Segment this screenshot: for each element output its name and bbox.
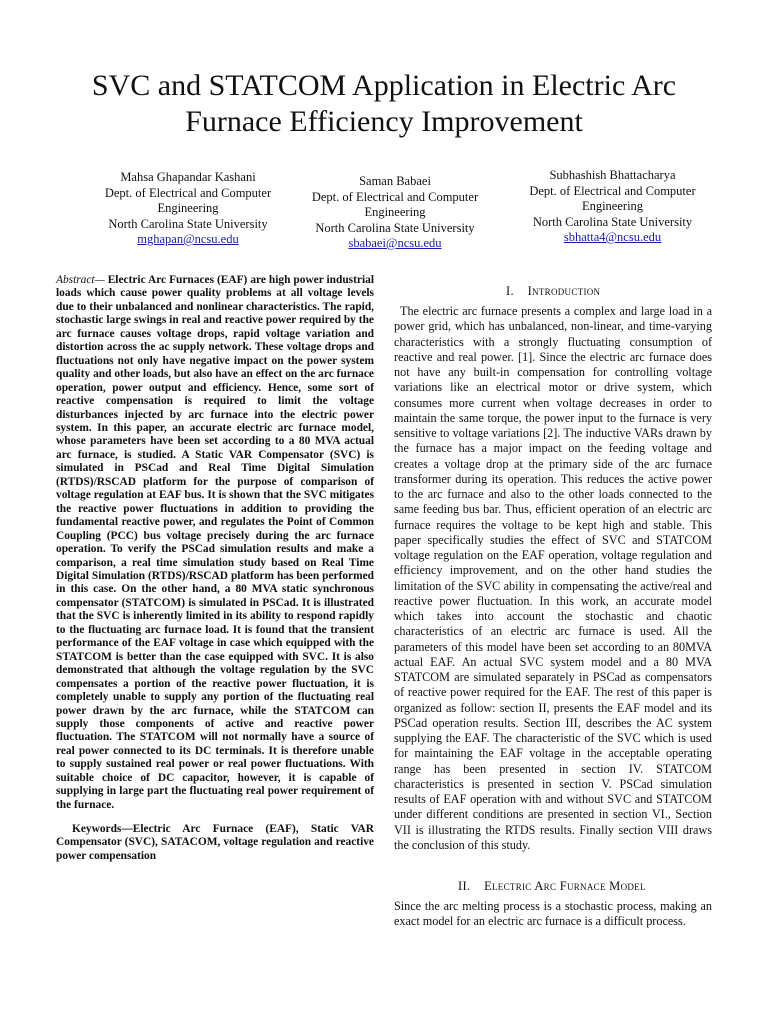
author-email-link[interactable]: mghapan@ncsu.edu [137, 232, 239, 246]
abstract [56, 274, 374, 812]
author-dept: Dept. of Electrical and Computer [311, 189, 479, 204]
section-title: Introduction [527, 284, 601, 298]
author-name: Subhashish Bhattacharya [549, 168, 676, 182]
author-email-link[interactable]: sbhatta4@ncsu.edu [563, 230, 662, 244]
abstract-text: Electric Arc Furnaces (EAF) are high power industrial loads which cause power quality problems at all voltage levels due to their unbalanced and nonlinear characteristics. The rapid, stochastic large swings in real and reactive power required by the arc furnace causes voltage drops, rapid voltage variation and distortion across the ac supply network. These voltage drops and fluctuations not only have negative impact on the power system quality and other loads, but also have an effect on the arc furnace operation, power output and efficiency. Hence, some sort of reactive compensation is required to limit the voltage disturbances injected by arc furnace into the electric power system. In this paper, an accurate electric arc furnace model, whose parameters have been set according to a 80 MVA actual arc furnace, is studied. A Static VAR Compensator (SVC) is simulated in PSCad and Real Time Digital Simulation (RTDS)/RSCAD platform for the purpose of comparison of voltage regulation at EAF bus. It is shown that the SVC mitigates the reactive power fluctuations in addition to providing the fundamental reactive power, and regulates the Point of Common Coupling (PCC) bus voltage precisely during the arc furnace operation. To verify the PSCad simulation results and make a comparison, a real time simulation study based on Real Time Digital Simulation (RTDS)/RSCAD platform has been performed in this case. On the other hand, a 80 MVA static synchronous compensator (STATCOM) is simulated in PSCad. It is illustrated that the SVC is inherently limited in its ability to respond rapidly to the fluctuating arc furnace load. It is found that the transient performance of the EAF voltage in case which equipped with the STATCOM is better than the case equipped with SVC. It is also demonstrated that although the voltage regulation by the SVC compensates a portion of the reactive power fluctuation, it is completely unable to supply any portion of the fluctuating real power drawn by the arc furnace, while the STATCOM can supply those components of active and reactive power fluctuation. The STATCOM will not normally have a source of real power connected to its DC terminals. It is therefore unable to supply sustained real power or real power fluctuations. With suitable choice of DC capacitor, however, it is capable of supplying in large part the fluctuating real power requirement of the furnace. [56, 274, 374, 811]
section-heading-eaf-model [458, 879, 646, 894]
author-dept: Dept. of Electrical and Computer [529, 183, 696, 198]
author-block-3 [505, 168, 720, 246]
author-dept-cont: Engineering [157, 201, 219, 215]
author-university: North Carolina State University [315, 220, 475, 235]
author-block-2 [300, 174, 490, 252]
author-dept-cont: Engineering [581, 199, 644, 213]
author-email-link[interactable]: sbabaei@ncsu.edu [348, 236, 442, 250]
author-university: North Carolina State University [108, 216, 268, 231]
author-name: Mahsa Ghapandar Kashani [120, 170, 256, 184]
author-name: Saman Babaei [359, 174, 431, 188]
section-heading-introduction [506, 284, 600, 299]
author-dept: Dept. of Electrical and Computer [104, 185, 272, 200]
author-dept-cont: Engineering [364, 205, 426, 219]
keywords: Keywords—Electric Arc Furnace (EAF), Static VAR Compensator (SVC), SATACOM, voltage regulation and reactive power compensation [56, 823, 374, 862]
author-block-1 [88, 170, 288, 248]
introduction-paragraph: The electric arc furnace presents a complex and large load in a power grid, which has unbalanced, non-linear, and time-varying characteristics with a strongly fluctuating consumption of reactive and real power. [1]. Since the electric arc furnace does not have any built-in compensation for controlling voltage variations like an electrical motor or drive system, which consumes more current when voltage decreases in order to maintain the same torque, the power input to the furnace is very sensitive to voltage variations [2]. The inductive VARs drawn by the furnace has a major impact on the feeding voltage and creates a voltage drop at the primary side of the arc furnace transformer during its operation. This reduces the active power to the arc furnace and also to the other loads connected to the same feeding bus bar. Thus, efficient operation of an electric arc furnace requires the voltage to be kept high and stable. This paper specifically studies the effect of SVC and STATCOM voltage regulation on the EAF operation, voltage regulation and efficiency improvement, and on the other hand studies the limitation of the SVC ability in compensating the active/real and reactive power fluctuation. In this work, an accurate model which takes into account the stochastic and chaotic characteristics of an electric arc furnace is used. All the parameters of this model have been set according to an 80MVA actual EAF. An actual SVC system model and a 80 MVA STATCOM are simulated separately in PSCad as compensators of reactive power required for the EAF. The rest of this paper is organized as follow: section II, presents the EAF model and its PSCad operation results. Section III, describes the AC system supplying the EAF. The characteristic of the SVC which is used for maintaining the EAF voltage in the acceptable operating range has been presented in section IV. STATCOM characteristics is presented in section V. PSCad simulation results of EAF operation with and without SVC and STATCOM under different conditions are presented in section VI., Section VII is illustrating the RTDS results. Finally section VIII draws the conclusion of this study. [394, 304, 712, 852]
section-numeral: II. [458, 879, 471, 893]
abstract-label: Abstract— [56, 274, 105, 286]
section-title: Electric Arc Furnace Model [484, 879, 646, 893]
section-numeral: I. [506, 284, 514, 298]
eaf-model-paragraph: Since the arc melting process is a stochastic process, making an exact model for an electric arc furnace is a difficult process. [394, 899, 712, 929]
author-university: North Carolina State University [532, 214, 693, 229]
paper-title: SVC and STATCOM Application in Electric Arc Furnace Efficiency Improvement [91, 69, 677, 138]
